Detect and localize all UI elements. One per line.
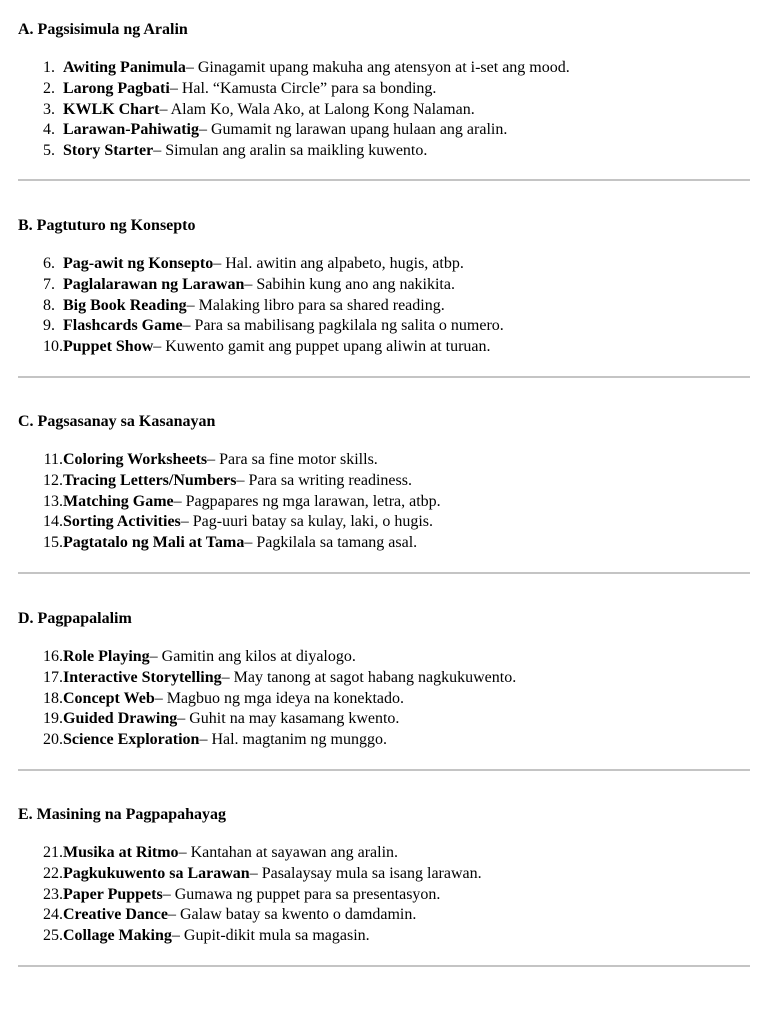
list-item <box>18 709 750 730</box>
section-divider <box>18 572 750 574</box>
item-description: – Guhit na may kasamang kwento. <box>177 710 400 728</box>
section-c <box>18 412 750 554</box>
item-term: Coloring Worksheets <box>63 451 208 468</box>
item-term: Paglalarawan ng Larawan <box>63 275 245 293</box>
list-item <box>18 79 750 100</box>
list-item <box>18 533 750 554</box>
item-description: – Hal. “Kamusta Circle” para sa bonding. <box>169 79 437 97</box>
item-term: Matching Game <box>63 492 174 510</box>
item-description: – Gupit-dikit mula sa magasin. <box>171 927 370 945</box>
item-description: – Ginagamit upang makuha ang atensyon at i-set ang mood. <box>185 59 570 76</box>
list-item <box>18 141 750 162</box>
list-item <box>18 120 750 141</box>
section-title: A. Pagsisimula ng Aralin <box>18 21 188 38</box>
item-description: – Pagpapares ng mga larawan, letra, atbp. <box>173 492 441 510</box>
list-item <box>18 668 750 689</box>
item-term: Paper Puppets <box>63 885 163 903</box>
item-number: 13. <box>43 492 63 510</box>
item-term: Pagtatalo ng Mali at Tama <box>63 534 245 552</box>
item-term: Flashcards Game <box>63 317 183 335</box>
list-item <box>18 296 750 317</box>
item-term: Pagkukuwento sa Larawan <box>63 864 250 882</box>
item-term: Tracing Letters/Numbers <box>63 471 237 489</box>
item-description: – Alam Ko, Wala Ako, at Lalong Kong Nalaman. <box>159 100 475 118</box>
item-number: 18. <box>43 689 63 707</box>
list-item <box>18 471 750 492</box>
item-description: – Pagkilala sa tamang asal. <box>244 534 418 552</box>
item-term: Collage Making <box>63 927 172 945</box>
section-divider <box>18 769 750 771</box>
item-number: 22. <box>43 864 63 882</box>
item-number: 24. <box>43 906 63 924</box>
item-description: – Pag-uuri batay sa kulay, laki, o hugis. <box>180 513 434 531</box>
list-item <box>18 492 750 513</box>
item-number: 6. <box>43 255 55 272</box>
item-number: 9. <box>43 317 55 335</box>
item-number: 5. <box>43 142 55 160</box>
section-b <box>18 216 750 358</box>
section-title: D. Pagpapalalim <box>18 610 132 627</box>
item-description: – Simulan ang aralin sa maikling kuwento. <box>153 142 428 160</box>
item-term: Sorting Activities <box>63 513 181 531</box>
item-term: Pag-awit ng Konsepto <box>63 255 214 272</box>
list-item <box>18 730 750 751</box>
item-term: Big Book Reading <box>63 296 187 314</box>
item-term: Musika at Ritmo <box>63 844 179 861</box>
item-description: – Para sa writing readiness. <box>236 471 412 489</box>
item-term: Guided Drawing <box>63 710 178 728</box>
item-number: 7. <box>43 275 55 293</box>
item-description: – Gumawa ng puppet para sa presentasyon. <box>162 885 441 903</box>
list-item <box>18 647 750 668</box>
item-description: – Para sa fine motor skills. <box>207 451 378 468</box>
list-item <box>18 885 750 906</box>
item-number: 1. <box>43 59 55 76</box>
item-list <box>18 450 750 554</box>
item-number: 2. <box>43 79 55 97</box>
item-term: Concept Web <box>63 689 155 707</box>
section-divider <box>18 965 750 967</box>
item-number: 14. <box>43 513 63 531</box>
list-item <box>18 864 750 885</box>
list-item <box>18 316 750 337</box>
item-term: Creative Dance <box>63 906 168 924</box>
item-description: – Magbuo ng mga ideya na konektado. <box>154 689 404 707</box>
item-term: Awiting Panimula <box>63 59 186 76</box>
section-title: C. Pagsasanay sa Kasanayan <box>18 413 216 430</box>
item-number: 21. <box>43 844 63 861</box>
list-item <box>18 254 750 275</box>
item-number: 15. <box>43 534 63 552</box>
section-divider <box>18 179 750 181</box>
item-number: 8. <box>43 296 55 314</box>
section-title: B. Pagtuturo ng Konsepto <box>18 217 196 234</box>
list-item <box>18 512 750 533</box>
item-description: – May tanong at sagot habang nagkukuwento. <box>221 668 517 686</box>
list-item <box>18 450 750 471</box>
list-item <box>18 58 750 79</box>
item-number: 17. <box>43 668 63 686</box>
item-number: 16. <box>43 648 63 665</box>
list-item <box>18 689 750 710</box>
item-term: Role Playing <box>63 648 150 665</box>
list-item <box>18 275 750 296</box>
item-number: 10. <box>43 338 63 356</box>
item-term: Story Starter <box>63 142 154 160</box>
item-description: – Hal. awitin ang alpabeto, hugis, atbp. <box>213 255 464 272</box>
item-description: – Gumamit ng larawan upang hulaan ang aralin. <box>199 121 508 139</box>
item-description: – Malaking libro para sa shared reading. <box>186 296 445 314</box>
list-item <box>18 337 750 358</box>
item-description: – Kantahan at sayawan ang aralin. <box>178 844 399 861</box>
section-d <box>18 609 750 751</box>
item-term: Larong Pagbati <box>63 79 170 97</box>
item-number: 20. <box>43 731 63 749</box>
item-description: – Hal. magtanim ng munggo. <box>199 731 387 749</box>
item-description: – Galaw batay sa kwento o damdamin. <box>168 906 417 924</box>
item-number: 4. <box>43 121 55 139</box>
item-number: 11. <box>43 451 63 468</box>
item-term: KWLK Chart <box>63 100 160 118</box>
list-item <box>18 843 750 864</box>
item-list <box>18 843 750 947</box>
item-number: 25. <box>43 927 63 945</box>
item-number: 23. <box>43 885 63 903</box>
item-list <box>18 58 750 162</box>
item-term: Puppet Show <box>63 338 154 356</box>
item-list <box>18 647 750 751</box>
item-description: – Sabihin kung ano ang nakikita. <box>244 275 455 293</box>
list-item <box>18 905 750 926</box>
item-description: – Kuwento gamit ang puppet upang aliwin at turuan. <box>153 338 491 356</box>
item-number: 3. <box>43 100 55 118</box>
item-term: Larawan-Pahiwatig <box>63 121 199 139</box>
item-term: Science Exploration <box>63 731 200 749</box>
list-item <box>18 100 750 121</box>
section-a <box>18 20 750 162</box>
section-e <box>18 805 750 947</box>
section-title: E. Masining na Pagpapahayag <box>18 806 227 823</box>
item-description: – Para sa mabilisang pagkilala ng salita o numero. <box>182 317 504 335</box>
item-term: Interactive Storytelling <box>63 668 222 686</box>
item-list <box>18 254 750 358</box>
section-divider <box>18 376 750 378</box>
item-number: 12. <box>43 471 63 489</box>
list-item <box>18 926 750 947</box>
item-description: – Pasalaysay mula sa isang larawan. <box>249 864 482 882</box>
item-description: – Gamitin ang kilos at diyalogo. <box>149 648 356 665</box>
item-number: 19. <box>43 710 63 728</box>
